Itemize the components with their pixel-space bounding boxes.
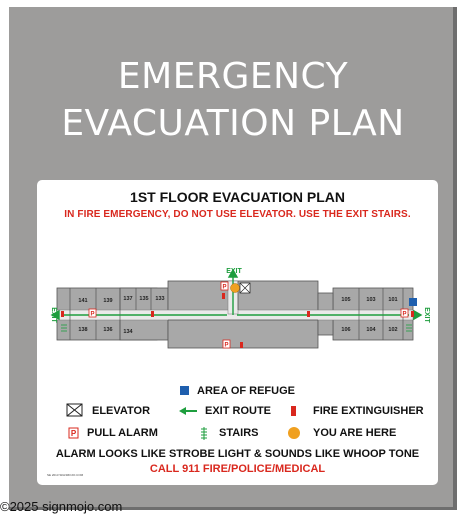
floor-plan-map bbox=[37, 180, 438, 485]
exit-arrow-icon bbox=[179, 407, 197, 415]
room-106: 106 bbox=[341, 327, 351, 333]
floor-plan-title: 1ST FLOOR EVACUATION PLAN bbox=[130, 189, 345, 205]
exit-label-east: EXIT bbox=[423, 307, 430, 323]
alarm-note: ALARM LOOKS LIKE STROBE LIGHT & SOUNDS LIKE WHOOP TONE bbox=[55, 448, 420, 460]
extinguisher-icon bbox=[291, 406, 296, 416]
room-103: 103 bbox=[366, 297, 376, 303]
room-102: 102 bbox=[388, 327, 398, 333]
room-135: 135 bbox=[139, 296, 149, 302]
accessible-icon bbox=[180, 386, 189, 395]
svg-text:P: P bbox=[402, 311, 407, 318]
room-136: 136 bbox=[103, 327, 113, 333]
legend-pull-alarm: PULL ALARM bbox=[87, 427, 158, 439]
room-105: 105 bbox=[341, 297, 351, 303]
exit-label-north: EXIT bbox=[226, 268, 242, 275]
legend-stairs: STAIRS bbox=[219, 427, 259, 439]
legend-area-of-refuge: AREA OF REFUGE bbox=[197, 385, 295, 397]
room-104: 104 bbox=[366, 327, 376, 333]
room-141: 141 bbox=[78, 298, 88, 304]
legend-exit-route: EXIT ROUTE bbox=[205, 405, 272, 417]
fine-print: SE 2013 SIGNMOJO.COM bbox=[47, 473, 84, 477]
sign-title-line1: EMERGENCY bbox=[117, 56, 349, 97]
room-101: 101 bbox=[388, 297, 398, 303]
stairs-icon bbox=[201, 427, 207, 440]
you-are-here-icon bbox=[288, 427, 300, 439]
legend-fire-extinguisher: FIRE EXTINGUISHER bbox=[313, 405, 424, 417]
svg-text:P: P bbox=[224, 342, 229, 349]
room-137: 137 bbox=[123, 296, 133, 302]
you-are-here-marker bbox=[231, 284, 240, 293]
area-of-refuge-marker bbox=[409, 298, 417, 306]
svg-text:P: P bbox=[70, 429, 77, 438]
legend-you-are-here: YOU ARE HERE bbox=[313, 427, 397, 439]
sign-title-line2: EVACUATION PLAN bbox=[61, 103, 405, 144]
room-134: 134 bbox=[123, 329, 133, 335]
exit-label-west: EXIT bbox=[50, 307, 57, 323]
call-911-note: CALL 911 FIRE/POLICE/MEDICAL bbox=[149, 463, 326, 475]
svg-text:P: P bbox=[90, 311, 95, 318]
legend-elevator: ELEVATOR bbox=[92, 405, 151, 417]
room-138: 138 bbox=[78, 327, 88, 333]
room-139: 139 bbox=[103, 298, 113, 304]
elevator-warning: IN FIRE EMERGENCY, DO NOT USE ELEVATOR. USE THE EXIT STAIRS. bbox=[64, 209, 411, 220]
copyright-text: ©2025 signmojo.com bbox=[0, 499, 123, 514]
floor-plan-card bbox=[37, 180, 438, 485]
svg-text:P: P bbox=[222, 284, 227, 291]
room-133: 133 bbox=[155, 296, 165, 302]
